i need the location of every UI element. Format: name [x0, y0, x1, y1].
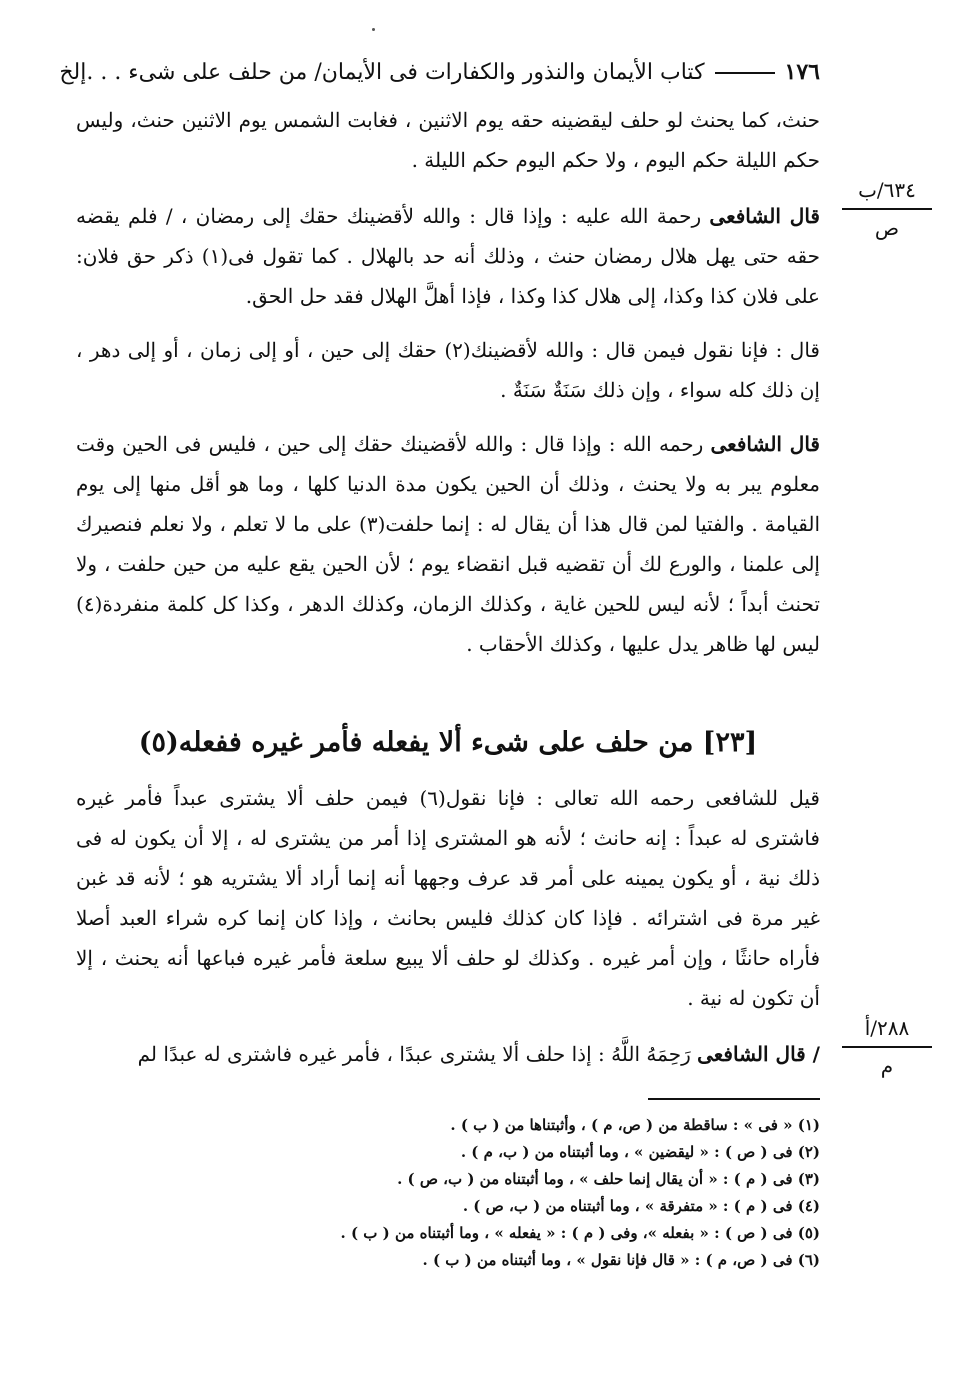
scan-speck — [372, 28, 375, 31]
page-number: ١٧٦ — [784, 59, 820, 85]
paragraph-text: رحمة الله عليه : وإذا قال : والله لأقضينك حقك إلى رمضان ، / فلم يقضه حقه حتى يهل هلال رمضان حنث ، وذلك أنه حد بالهلال . كما تقول فى(١) ذكر حق فلان: على فلان كذا وكذا، إلى هلال كذا وكذا ، فإذا أهلَّ الهلال فقد حل الحق. — [76, 204, 820, 308]
footnote: (٣) فى ( م ) : « أن يقال إنما حلف » ، وما أثبتناه من ( ب، ص ) . — [397, 1170, 820, 1188]
paragraph-lead: / قال الشافعى — [697, 1042, 820, 1066]
footnote: (٦) فى ( ص، م ) : « قال فإنا نقول » ، وما أثبتناه من ( ب ) . — [422, 1251, 820, 1269]
margin-manuscript-siglum: ص — [874, 216, 900, 240]
running-title: كتاب الأيمان والنذور والكفارات فى الأيمان/ من حلف على شىء . . .إلخ — [59, 60, 705, 85]
footnote: (٤) فى ( م ) : « متفرقة » ، وما أثبتناه من ( ب، ص ) . — [462, 1197, 820, 1215]
paragraph-1 — [76, 100, 820, 180]
footnote: (٥) فى ( ص ) : « بفعله »، وفى ( م ) : « يفعله » ، وما أثبتناه من ( ب ) . — [340, 1224, 820, 1242]
running-header — [59, 52, 820, 92]
paragraph-text: قال : فإنا نقول فيمن قال : والله لأقضينك(٢) حقك إلى حين ، أو إلى زمان ، أو إلى دهر ، إن ذلك كله سواء ، وإن ذلك سَنَةٌ سَنَةٌ . — [76, 338, 820, 402]
paragraph-text: رَحِمَهُ اللَّهُ : إذا حلف ألا يشترى عبدًا ، فأمر غيره فاشترى له عبدًا لم — [137, 1042, 698, 1066]
margin-rule — [842, 1046, 932, 1048]
footnotes — [200, 1112, 820, 1274]
margin-manuscript-siglum: م — [880, 1054, 894, 1078]
header-dash — [715, 72, 775, 74]
section-heading: [٢٣] من حلف على شىء ألا يفعله فأمر غيره ففعله(٥) — [138, 727, 758, 758]
paragraph-5 — [76, 778, 820, 1018]
paragraph-lead: قال الشافعى — [709, 204, 820, 228]
footnote: (١) « فى » : ساقطة من ( ص، م ) ، وأثبتناها من ( ب ) . — [450, 1116, 820, 1134]
margin-folio-note — [842, 178, 932, 240]
paragraph-text: قيل للشافعى رحمه الله تعالى : فإنا نقول(٦) فيمن حلف ألا يشترى عبداً فأمر غيره فاشترى له عبداً : إنه حانث ؛ لأنه هو المشترى إذا أمر من يشترى له ، إلا أن يكون له فى ذلك نية ، أو يكون يمينه على أمر قد عرف وجهها أنه إنما أراد ألا يشتريه هو ؛ لأنه قد غبن غير مرة فى اشترائه . فإذا كان كذلك فليس بحانث ، وإذا كان إنما كره شراء العبد أصلا فأراه حانثًا ، وإن أمر غيره . وكذلك لو حلف ألا يبيع سلعة فأمر غيره فباعها أنه يحنث ، إلا أن تكون له نية . — [76, 786, 821, 1010]
margin-rule — [842, 208, 932, 210]
margin-folio-label: ٢٨٨/أ — [864, 1016, 910, 1040]
paragraph-6 — [76, 1034, 820, 1074]
paragraph-4 — [76, 424, 820, 664]
paragraph-text: حنث، كما يحنث لو حلف ليقضينه حقه يوم الاثنين ، فغابت الشمس يوم الاثنين حنث، وليس حكم الليلة حكم اليوم ، ولا حكم اليوم حكم الليلة . — [76, 108, 820, 172]
paragraph-3 — [76, 330, 820, 410]
paragraph-2 — [76, 196, 820, 316]
footnote-separator — [648, 1098, 820, 1100]
margin-folio-note — [842, 1016, 932, 1078]
footnote: (٢) فى ( ص ) : « ليقضين » ، وما أثبتناه من ( ب، م ) . — [460, 1143, 820, 1161]
margin-folio-label: ٦٣٤/ب — [858, 178, 916, 202]
paragraph-text: رحمه الله : وإذا قال : والله لأقضينك حقك إلى حين ، فليس فى الحين وقت معلوم يبر به ولا يحنث ، وذلك أن الحين يكون مدة الدنيا كلها ، وما هو أقل منها إلى يوم القيامة . والفتيا لمن قال هذا أن يقال له : إنما حلفت(٣) على ما لا تعلم ، ولا نعلم فنصيرك إلى علمنا ، والورع لك أن تقضيه قبل انقضاء يوم ؛ لأن الحين يقع عليه من حين حلفت ، ولا تحنث أبداً ؛ لأنه ليس للحين غاية ، وكذلك الزمان، وكذلك الدهر ، وكذا كل كلمة منفردة(٤) ليس لها ظاهر يدل عليها ، وكذلك الأحقاب . — [76, 432, 820, 656]
paragraph-lead: قال الشافعى — [710, 432, 820, 456]
